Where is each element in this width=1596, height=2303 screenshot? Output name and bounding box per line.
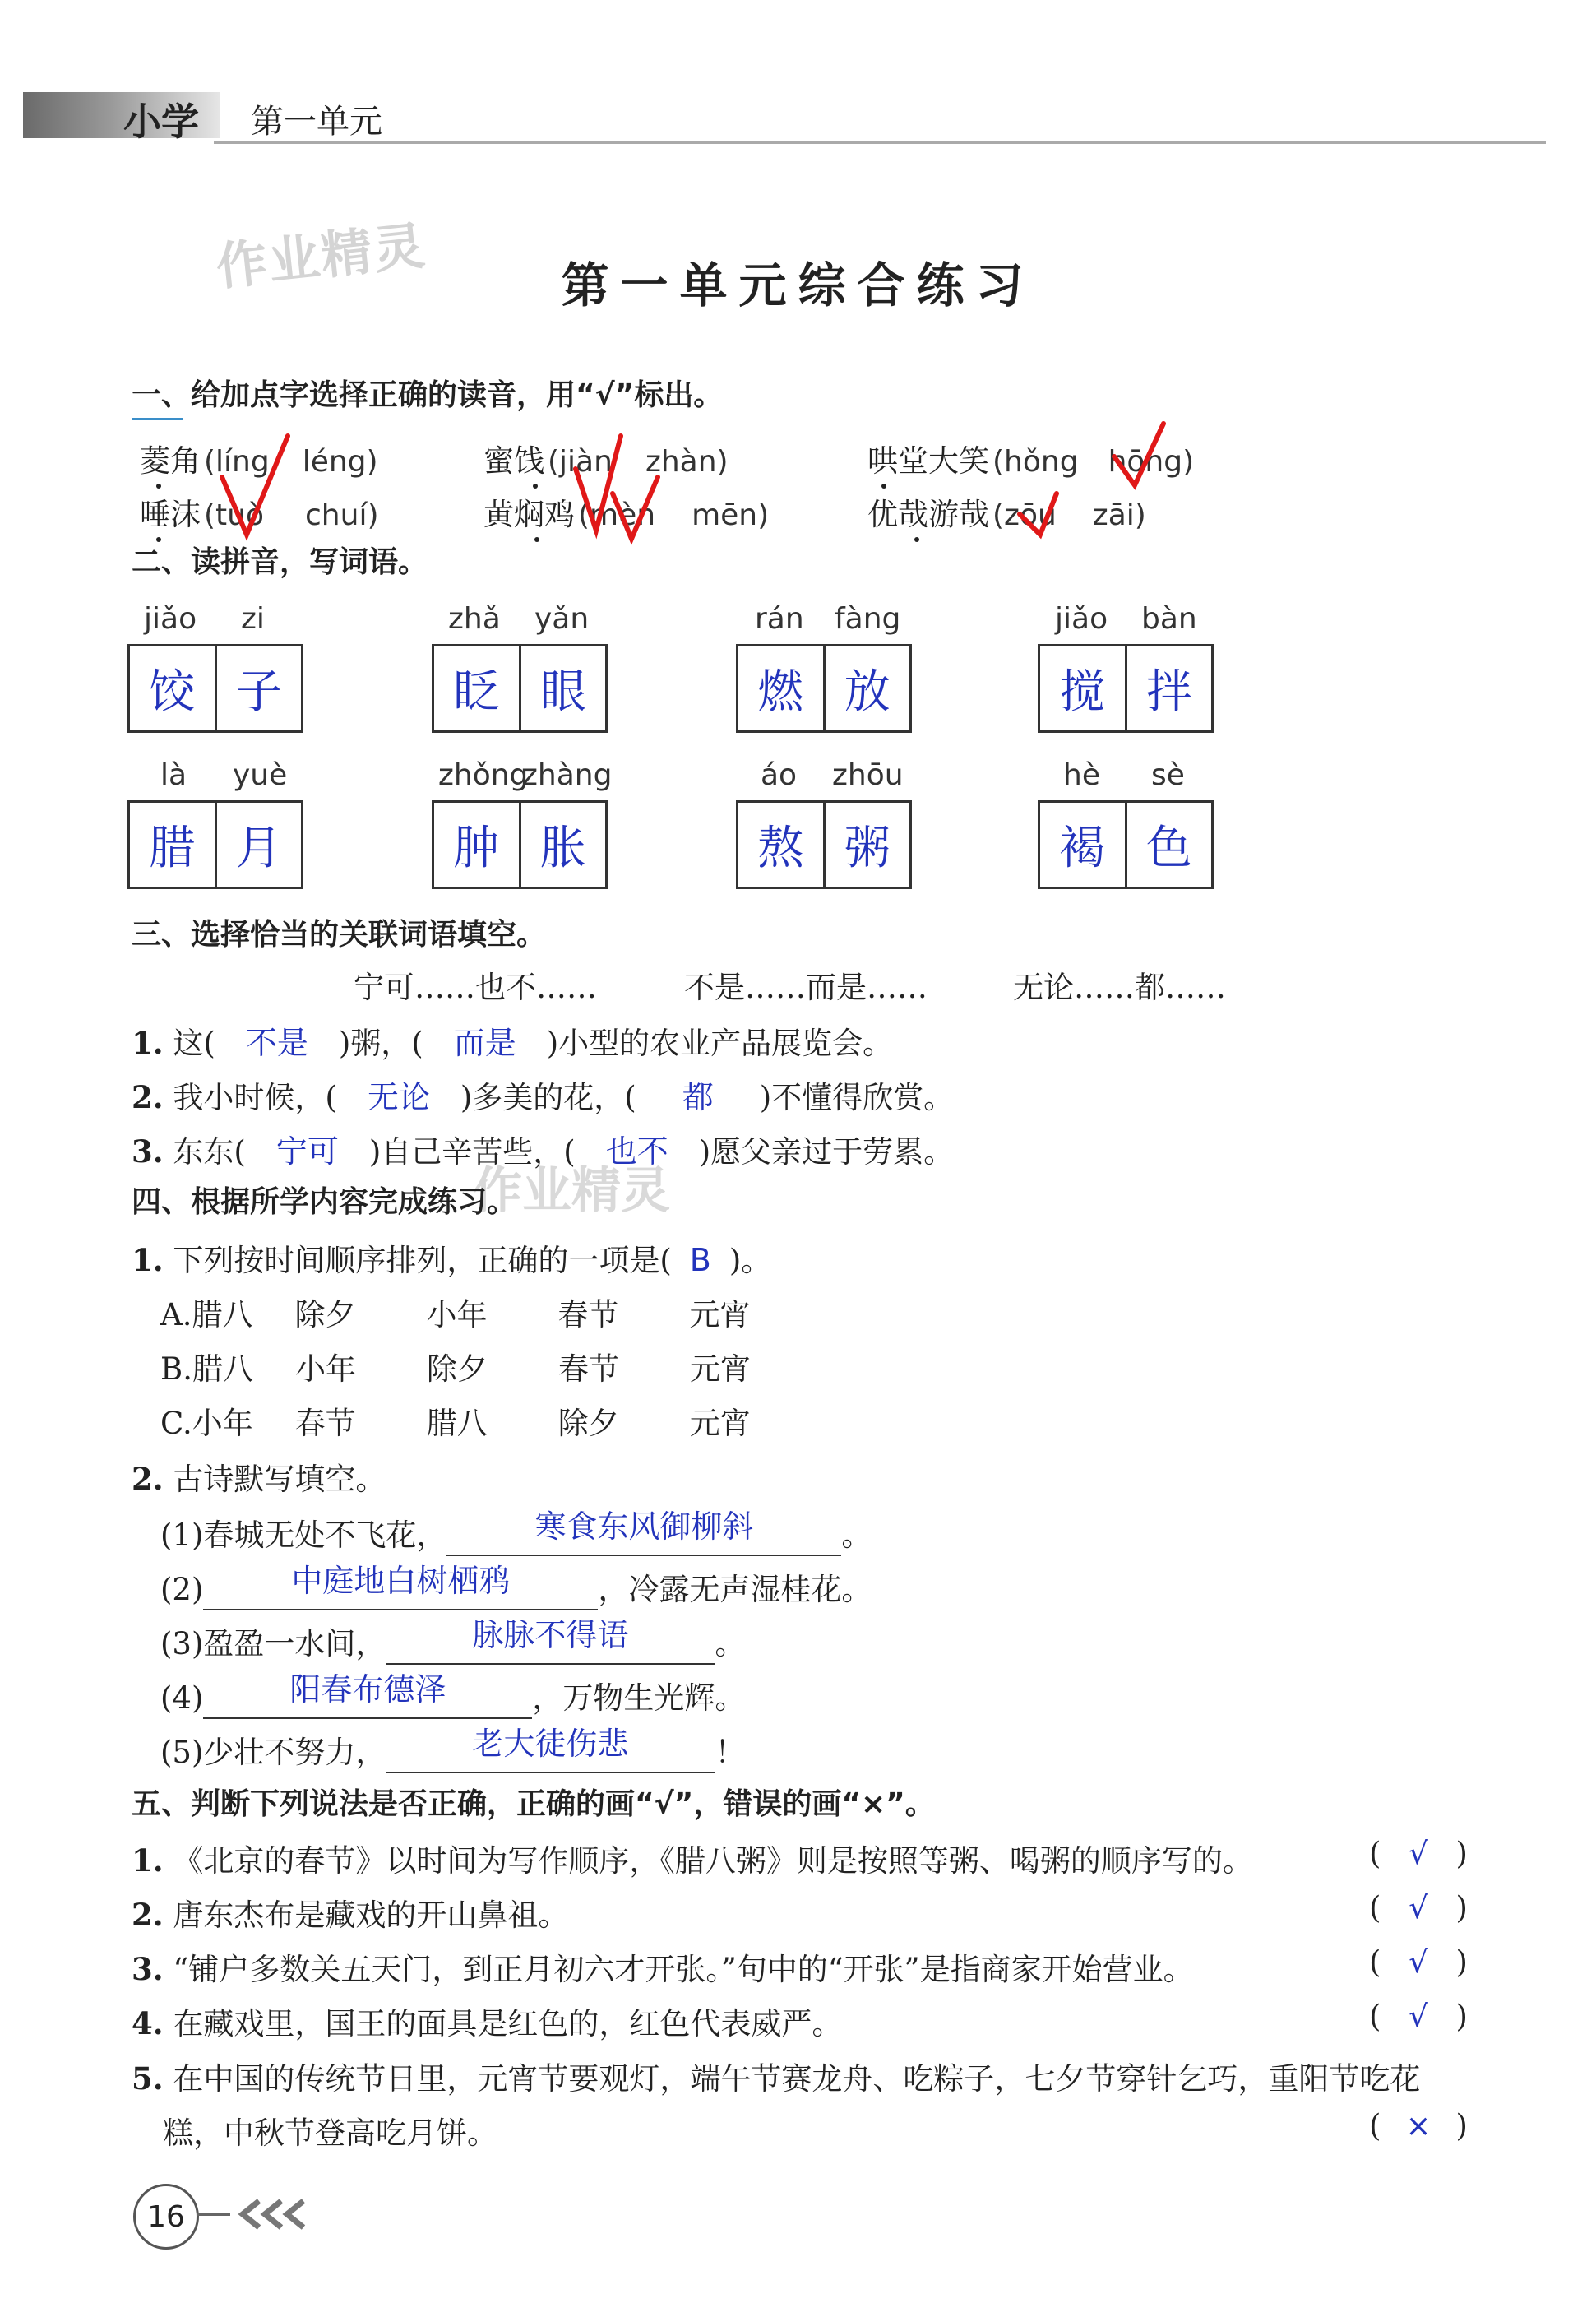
poem-line: (1)春城无处不飞花， 寒食东风御柳斜 。 [160,1509,872,1556]
pinyin: zhōu [832,758,904,792]
poem-line: (5)少壮不努力， 老大徒伤悲 ！ [160,1726,745,1773]
pinyin: là [160,758,187,792]
judge-item: 1. 《北京的春节》以时间为写作顺序，《腊八粥》则是按照等粥、喝粥的顺序写的。 [132,1842,1253,1879]
question-4-2: 2. 古诗默写填空。 [132,1461,386,1497]
option: 无论……都…… [1013,970,1226,1005]
judge-item-cont: 糕，中秋节登高吃月饼。 [163,2115,497,2151]
pinyin: fàng [835,602,901,636]
pinyin: zhǒng [438,758,529,792]
page-title: 第一单元综合练习 [561,257,1035,313]
section-4-heading: 四、根据所学内容完成练习。 [132,1185,517,1219]
word-item: 哄堂大笑 (hǒng hōng) [867,443,1195,479]
section-1-heading: 一、给加点字选择正确的读音，用“√”标出。 [132,378,724,412]
check-icon [1114,424,1163,485]
option: 宁可……也不…… [354,970,597,1005]
judge-answer: ( × ) [1369,2108,1468,2143]
poem-line: (4) 阳春布德泽 ，万物生光辉。 [160,1672,745,1719]
page-number: 16 [133,2184,199,2250]
section-3-heading: 三、选择恰当的关联词语填空。 [132,918,547,952]
judge-answer: ( √ ) [1369,1890,1468,1925]
arrow-decoration-icon [197,2198,321,2231]
poem-line: (2) 中庭地白树栖鸦 ，冷露无声湿桂花。 [160,1564,872,1610]
question-3-2: 2. 我小时候，( 无论 )多美的花，( 都 )不懂得欣赏。 [132,1079,955,1115]
check-icon [576,436,621,531]
answer-box: 饺 子 [127,644,303,733]
word-item: 蜜饯 (jiàn zhàn) [483,443,729,479]
word-item: 菱角 (líng léng) [140,443,378,479]
pinyin: bàn [1141,602,1197,636]
answer-box: 褐 色 [1038,800,1214,889]
answer-box: 眨 眼 [432,644,608,733]
unit-label: 第一单元 [251,103,382,141]
pinyin: hè [1063,758,1100,792]
pinyin: yuè [233,758,288,792]
question-4-1: 1. 下列按时间顺序排列，正确的一项是( B )。 [132,1242,772,1278]
judge-answer: ( √ ) [1369,1999,1468,2034]
judge-answer: ( √ ) [1369,1944,1468,1980]
logo: 小学 [123,100,199,144]
judge-answer: ( √ ) [1369,1836,1468,1871]
pinyin: yǎn [534,602,590,636]
judge-item: 3. “铺户多数关五天门，到正月初六才开张。”句中的“开张”是指商家开始营业。 [132,1951,1194,1987]
word-item: 唾沫 (tuò chuí) [140,497,379,532]
pinyin: jiǎo [1055,602,1108,636]
judge-item: 4. 在藏戏里，国王的面具是红色的，红色代表威严。 [132,2005,843,2041]
option-row: A.腊八 除夕 小年 春节 元宵 [160,1297,751,1332]
check-icon [613,477,658,539]
section-5-heading: 五、判断下列说法是否正确，正确的画“√”，错误的画“×”。 [132,1787,935,1821]
answer-box: 燃 放 [736,644,912,733]
pinyin: zi [241,602,265,636]
pinyin: zhǎ [448,602,501,636]
poem-line: (3)盈盈一水间， 脉脉不得语 。 [160,1618,745,1665]
pinyin: áo [761,758,798,792]
option-row: B.腊八 小年 除夕 春节 元宵 [160,1351,751,1387]
check-marks [0,0,1596,576]
judge-item: 5. 在中国的传统节日里，元宵节要观灯，端午节赛龙舟、吃粽子，七夕节穿针乞巧，重阳节吃花 [132,2060,1421,2097]
option: 不是……而是…… [684,970,928,1005]
pinyin: sè [1151,758,1185,792]
option-row: C.小年 春节 腊八 除夕 元宵 [160,1406,751,1441]
answer-box: 肿 胀 [432,800,608,889]
watermark: 作业精灵 [213,215,429,298]
check-icon [222,436,288,535]
answer-box: 腊 月 [127,800,303,889]
judge-item: 2. 唐东杰布是藏戏的开山鼻祖。 [132,1897,569,1933]
watermark: 作业精灵 [473,1162,670,1220]
pinyin: zhàng [522,758,613,792]
word-item: 优哉游哉 (zōu zāi) [867,497,1146,532]
pinyin: jiǎo [144,602,197,636]
word-item: 黄焖鸡 (mèn mēn) [483,497,770,532]
question-3-3: 3. 东东( 宁可 )自己辛苦些，( 也不 )愿父亲过于劳累。 [132,1133,955,1170]
check-icon [1020,494,1057,535]
question-3-1: 1. 这( 不是 )粥，( 而是 )小型的农业产品展览会。 [132,1025,894,1061]
pinyin: rán [755,602,804,636]
answer-box: 搅 拌 [1038,644,1214,733]
answer-box: 熬 粥 [736,800,912,889]
section-2-heading: 二、读拼音，写词语。 [132,545,428,579]
